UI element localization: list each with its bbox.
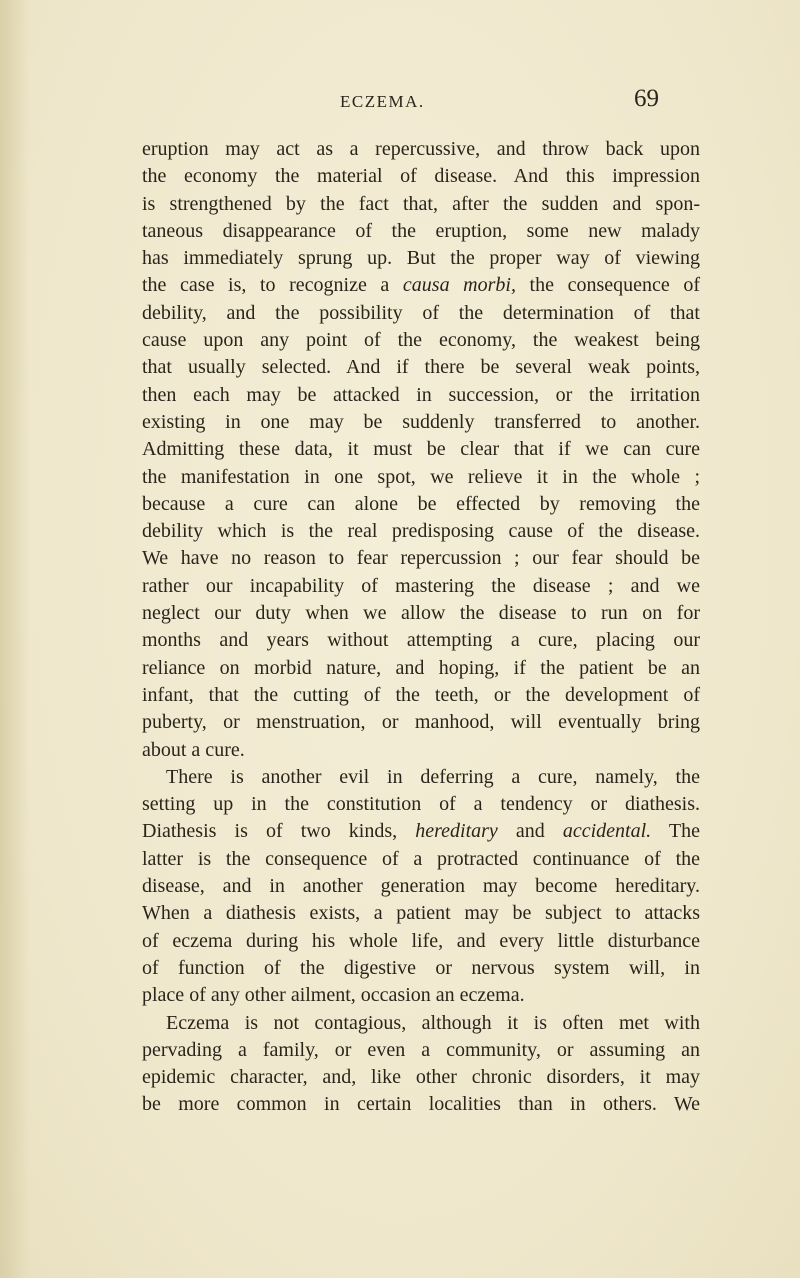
text-line: cause upon any point of the economy, the weakest being (142, 329, 700, 352)
italic-term: accidental. (562, 820, 652, 843)
text-line: eruption may act as a repercussive, and throw back upon (142, 138, 700, 160)
text-line: the economy the material of disease. And this impression (142, 165, 700, 188)
text-line: rather our incapability of mastering the disease ; and we (142, 574, 700, 597)
body-text (142, 136, 700, 1119)
text-line: has immediately sprung up. But the proper way of viewing (142, 247, 700, 270)
text-line: infant, that the cutting of the teeth, or the development of (142, 683, 700, 706)
text-line: then each may be attacked in succession, or the irritation (142, 383, 700, 406)
italic-term: causa morbi, (402, 274, 516, 297)
text-line: reliance on morbid nature, and hoping, if the patient be an (142, 656, 700, 679)
text-line: be more common in certain localities than in others. We (142, 1093, 700, 1116)
text-line: disease, and in another generation may become hereditary. (142, 875, 700, 898)
page-header (0, 85, 800, 130)
text-line: of function of the digestive or nervous system will, in (142, 956, 700, 979)
text-line: of eczema during his whole life, and every little disturbance (142, 929, 700, 952)
text-line: the manifestation in one spot, we relieve it in the whole ; (142, 465, 700, 488)
text-line: When a diathesis exists, a patient may be subject to attacks (142, 902, 700, 925)
page-number: 69 (634, 85, 659, 112)
text-line: the case is, to recognize a causa morbi, the consequence of (142, 274, 700, 297)
text-line: puberty, or menstruation, or manhood, will eventually bring (142, 711, 700, 734)
text-line: Diathesis is of two kinds, hereditary and accidental. The (142, 820, 700, 843)
text-line: pervading a family, or even a community, or assuming an (142, 1038, 700, 1061)
text-line: about a cure. (142, 738, 245, 761)
text-line: taneous disappearance of the eruption, some new malady (142, 219, 700, 242)
paragraph-start-line: There is another evil in deferring a cure, namely, the (166, 765, 700, 788)
text-line: that usually selected. And if there be several weak points, (142, 356, 700, 379)
text-line: months and years without attempting a cure, placing our (142, 629, 700, 652)
text-line: place of any other ailment, occasion an eczema. (142, 984, 525, 1007)
text-line: neglect our duty when we allow the disease to run on for (142, 602, 700, 625)
text-line: because a cure can alone be effected by removing the (142, 492, 700, 515)
paragraph-start-line: Eczema is not contagious, although it is often met with (166, 1011, 700, 1034)
text-line: latter is the consequence of a protracted continuance of the (142, 847, 700, 870)
text-line: epidemic character, and, like other chronic disorders, it may (142, 1066, 700, 1089)
page-edge-shadow (0, 0, 30, 1278)
italic-term: hereditary (415, 820, 498, 843)
text-line: We have no reason to fear repercussion ; our fear should be (142, 547, 700, 570)
running-head: ECZEMA. (340, 92, 425, 111)
text-line: debility, and the possibility of the determination of that (142, 301, 700, 324)
text-line: is strengthened by the fact that, after the sudden and spon- (142, 192, 700, 215)
text-line: existing in one may be suddenly transferred to another. (142, 410, 700, 433)
text-line: Admitting these data, it must be clear that if we can cure (142, 438, 700, 461)
text-line: setting up in the constitution of a tendency or diathesis. (142, 793, 700, 816)
text-line: debility which is the real predisposing cause of the disease. (142, 520, 700, 543)
